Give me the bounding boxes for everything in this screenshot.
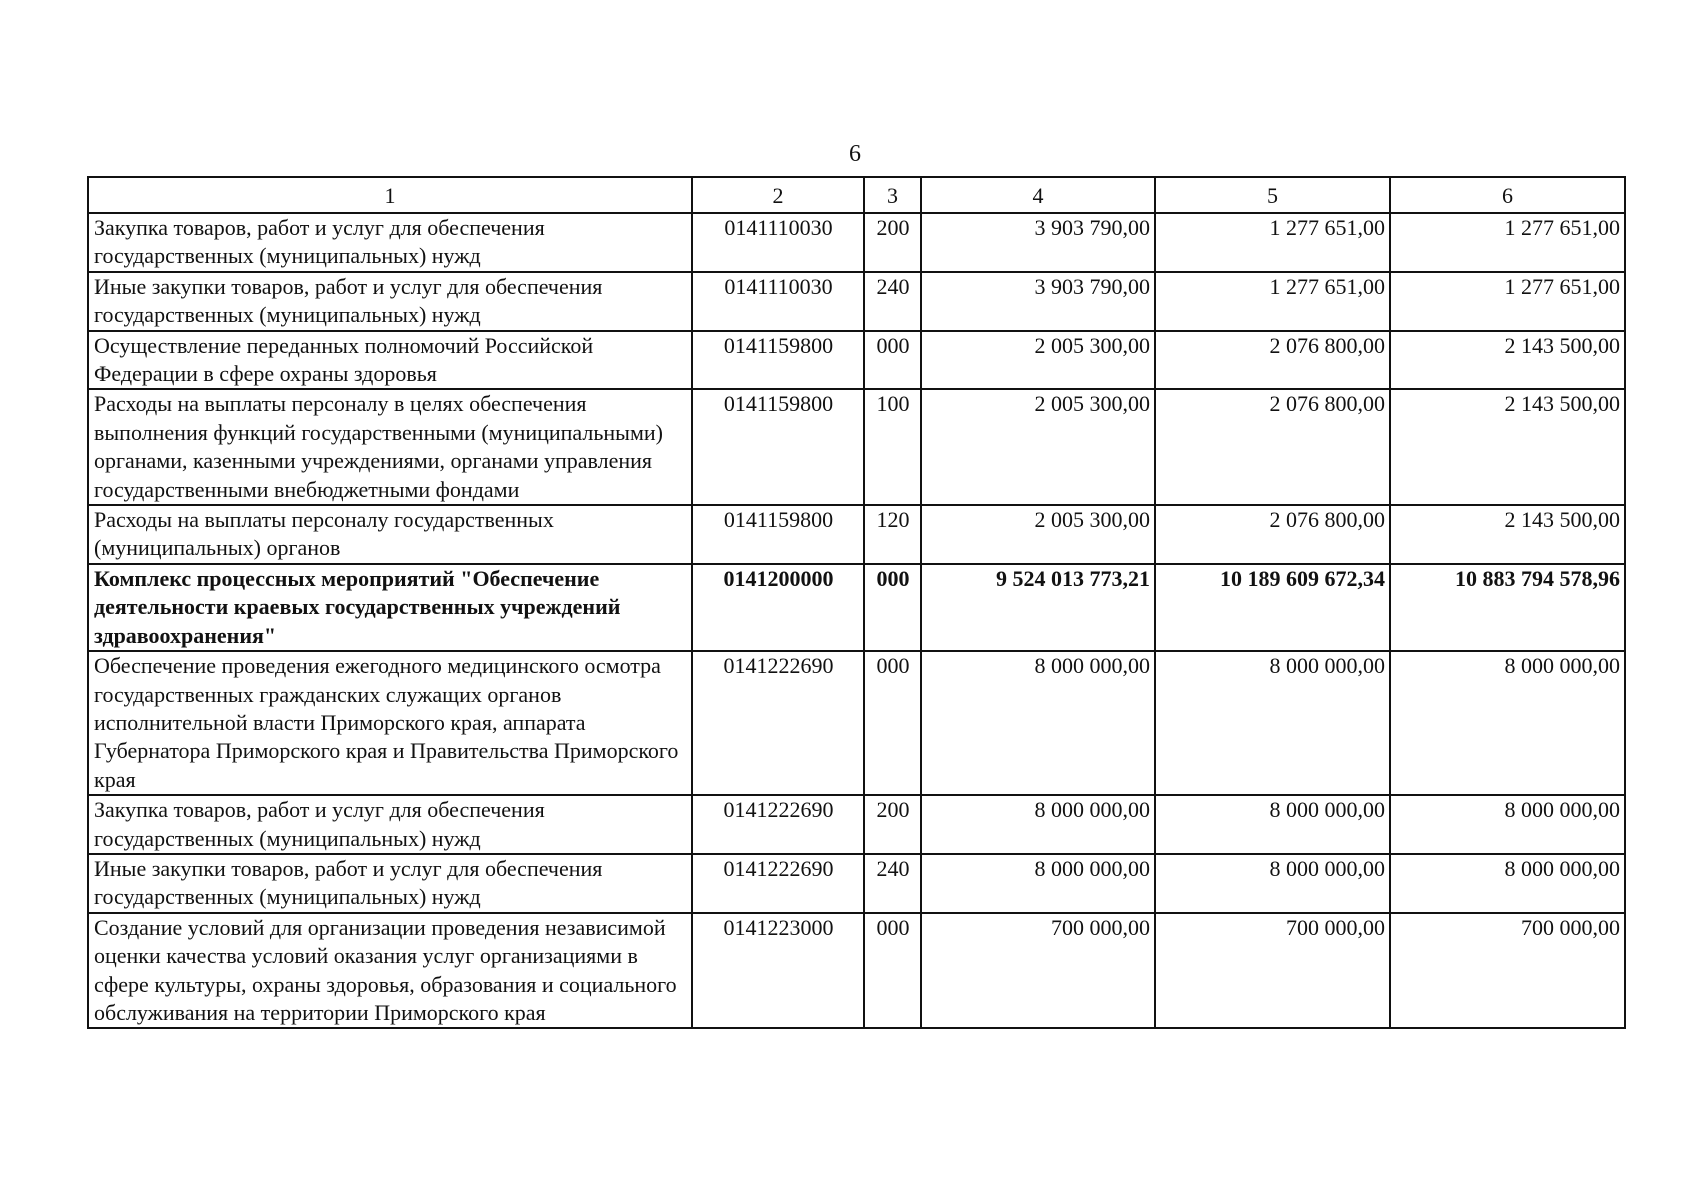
column-header-2: 2 — [692, 177, 864, 213]
row-code: 0141159800 — [692, 389, 864, 505]
row-name: Иные закупки товаров, работ и услуг для обеспечения государственных (муниципальных) нужд — [88, 854, 692, 913]
row-expense-type: 240 — [864, 272, 921, 331]
row-amount-col6: 2 143 500,00 — [1390, 331, 1625, 390]
row-name: Создание условий для организации проведения независимой оценки качества условий оказания услуг организациями в сфере культуры, охраны здоровья, образования и социального обслуживания на территории Приморского края — [88, 913, 692, 1029]
table-row — [88, 213, 1625, 272]
row-name: Иные закупки товаров, работ и услуг для обеспечения государственных (муниципальных) нужд — [88, 272, 692, 331]
column-number-row — [88, 177, 1625, 213]
row-amount-col6: 1 277 651,00 — [1390, 213, 1625, 272]
row-code: 0141110030 — [692, 213, 864, 272]
row-amount-col5: 2 076 800,00 — [1155, 505, 1390, 564]
table-row — [88, 389, 1625, 505]
row-amount-col5: 2 076 800,00 — [1155, 331, 1390, 390]
row-expense-type: 100 — [864, 389, 921, 505]
budget-table — [87, 176, 1626, 1029]
column-header-1: 1 — [88, 177, 692, 213]
column-header-3: 3 — [864, 177, 921, 213]
row-amount-col6: 1 277 651,00 — [1390, 272, 1625, 331]
row-amount-col6: 8 000 000,00 — [1390, 651, 1625, 795]
row-amount-col6: 10 883 794 578,96 — [1390, 564, 1625, 651]
row-amount-col4: 9 524 013 773,21 — [921, 564, 1155, 651]
row-amount-col6: 2 143 500,00 — [1390, 505, 1625, 564]
row-amount-col4: 3 903 790,00 — [921, 213, 1155, 272]
row-amount-col5: 8 000 000,00 — [1155, 854, 1390, 913]
row-amount-col5: 8 000 000,00 — [1155, 795, 1390, 854]
row-code: 0141159800 — [692, 505, 864, 564]
row-expense-type: 120 — [864, 505, 921, 564]
row-code: 0141222690 — [692, 795, 864, 854]
column-header-5: 5 — [1155, 177, 1390, 213]
row-name: Осуществление переданных полномочий Российской Федерации в сфере охраны здоровья — [88, 331, 692, 390]
row-amount-col5: 8 000 000,00 — [1155, 651, 1390, 795]
column-header-6: 6 — [1390, 177, 1625, 213]
row-amount-col4: 2 005 300,00 — [921, 505, 1155, 564]
row-amount-col6: 8 000 000,00 — [1390, 795, 1625, 854]
table-row — [88, 272, 1625, 331]
row-code: 0141222690 — [692, 651, 864, 795]
row-expense-type: 240 — [864, 854, 921, 913]
row-amount-col4: 8 000 000,00 — [921, 854, 1155, 913]
row-amount-col5: 10 189 609 672,34 — [1155, 564, 1390, 651]
row-name: Расходы на выплаты персоналу в целях обеспечения выполнения функций государственными (муниципальными) органами, казенными учреждениями, органами управления государственными внебюджетными фондами — [88, 389, 692, 505]
row-name: Закупка товаров, работ и услуг для обеспечения государственных (муниципальных) нужд — [88, 795, 692, 854]
table-row — [88, 505, 1625, 564]
row-amount-col5: 2 076 800,00 — [1155, 389, 1390, 505]
row-amount-col4: 700 000,00 — [921, 913, 1155, 1029]
row-code: 0141200000 — [692, 564, 864, 651]
row-amount-col6: 700 000,00 — [1390, 913, 1625, 1029]
table-row — [88, 651, 1625, 795]
column-header-4: 4 — [921, 177, 1155, 213]
table-row — [88, 795, 1625, 854]
row-amount-col6: 2 143 500,00 — [1390, 389, 1625, 505]
table-row — [88, 331, 1625, 390]
row-name: Обеспечение проведения ежегодного медицинского осмотра государственных гражданских служащих органов исполнительной власти Приморского края, аппарата Губернатора Приморского края и Правительства Приморского края — [88, 651, 692, 795]
row-amount-col4: 8 000 000,00 — [921, 795, 1155, 854]
row-expense-type: 000 — [864, 331, 921, 390]
row-amount-col4: 8 000 000,00 — [921, 651, 1155, 795]
row-amount-col6: 8 000 000,00 — [1390, 854, 1625, 913]
page-number: 6 — [849, 141, 861, 167]
row-amount-col5: 700 000,00 — [1155, 913, 1390, 1029]
row-expense-type: 200 — [864, 213, 921, 272]
row-code: 0141222690 — [692, 854, 864, 913]
row-code: 0141223000 — [692, 913, 864, 1029]
row-amount-col5: 1 277 651,00 — [1155, 213, 1390, 272]
row-expense-type: 000 — [864, 651, 921, 795]
row-amount-col4: 2 005 300,00 — [921, 331, 1155, 390]
row-amount-col5: 1 277 651,00 — [1155, 272, 1390, 331]
row-expense-type: 200 — [864, 795, 921, 854]
row-expense-type: 000 — [864, 913, 921, 1029]
row-amount-col4: 3 903 790,00 — [921, 272, 1155, 331]
row-name: Комплекс процессных мероприятий "Обеспечение деятельности краевых государственных учреждений здравоохранения" — [88, 564, 692, 651]
row-amount-col4: 2 005 300,00 — [921, 389, 1155, 505]
row-expense-type: 000 — [864, 564, 921, 651]
row-code: 0141159800 — [692, 331, 864, 390]
row-name: Расходы на выплаты персоналу государственных (муниципальных) органов — [88, 505, 692, 564]
table-row-section-total — [88, 564, 1625, 651]
row-name: Закупка товаров, работ и услуг для обеспечения государственных (муниципальных) нужд — [88, 213, 692, 272]
table-row — [88, 854, 1625, 913]
row-code: 0141110030 — [692, 272, 864, 331]
table-row — [88, 913, 1625, 1029]
